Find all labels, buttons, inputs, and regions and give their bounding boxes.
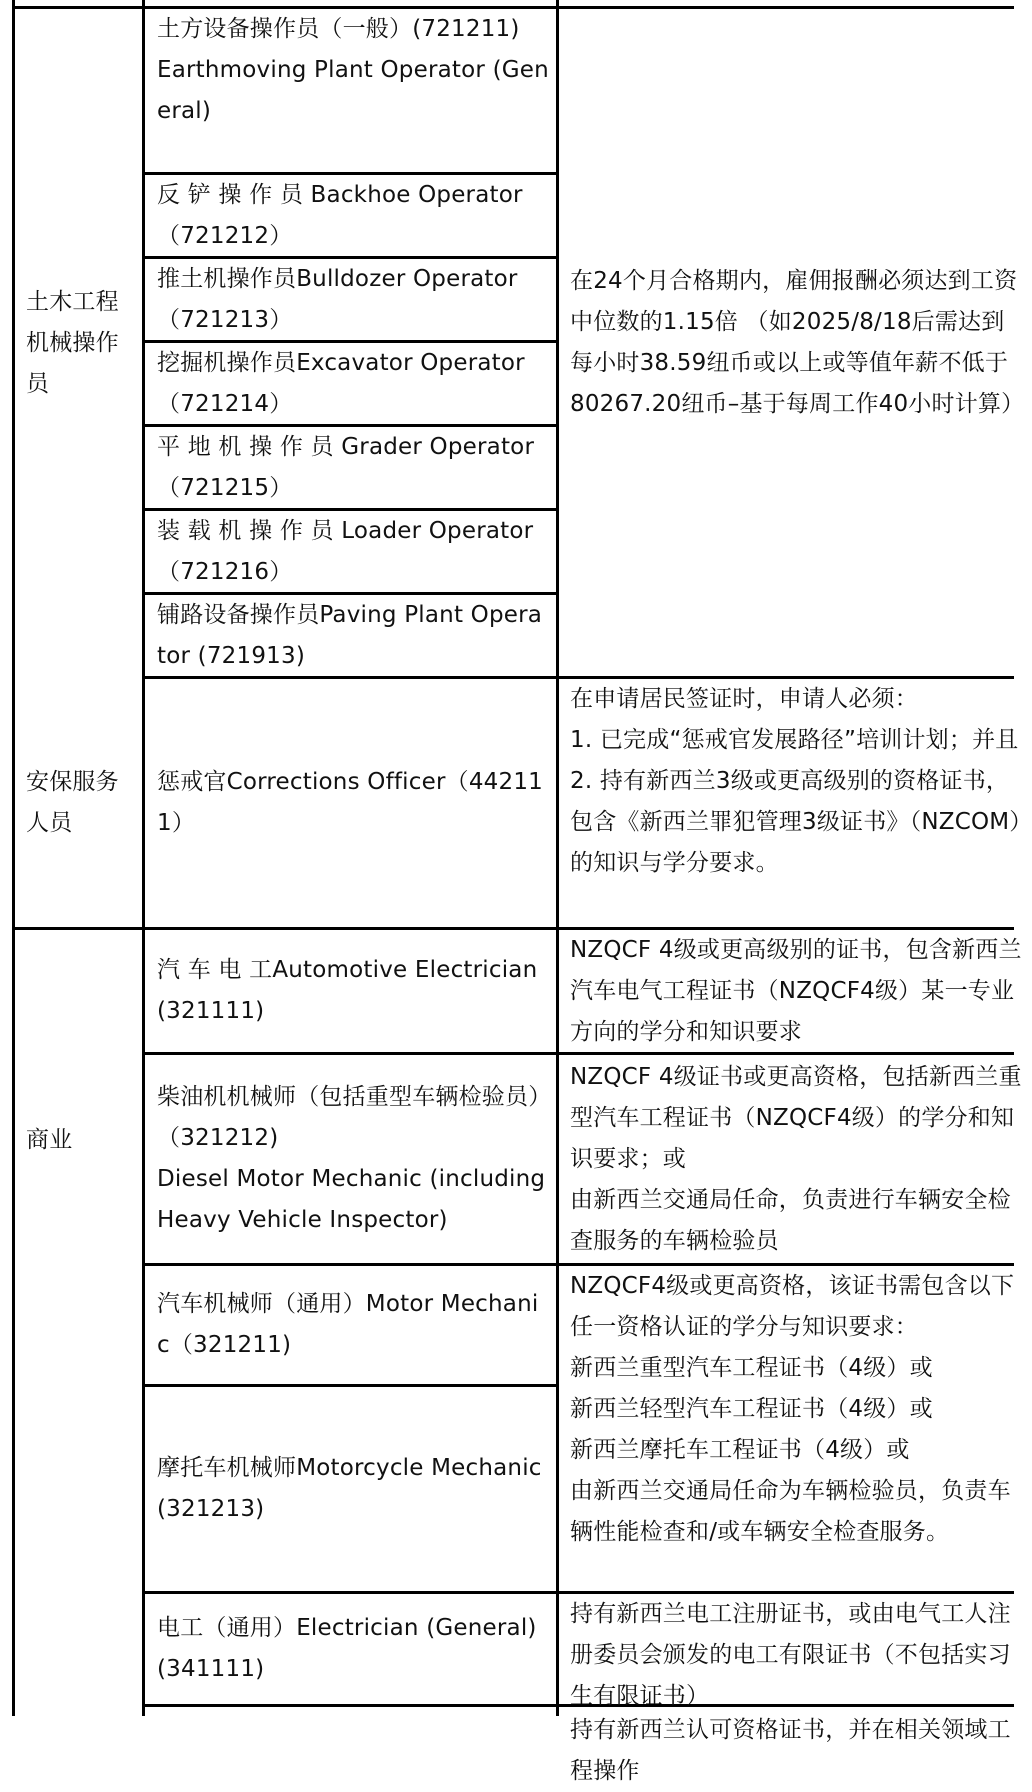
occupation-name-en: Diesel Motor Mechanic (including Heavy Vehicle Inspector)	[157, 1166, 546, 1233]
occupation-name: 汽 车 电 工Automotive Electrician (321111)	[157, 957, 538, 1024]
requirement-cell	[559, 679, 1024, 927]
requirement-cell-partial	[559, 1707, 1024, 1784]
occupation-cell	[145, 343, 556, 424]
category-cell	[15, 679, 142, 927]
category-label: 商业	[26, 1126, 73, 1153]
occupation-name: 摩托车机械师Motorcycle Mechanic (321213)	[157, 1455, 542, 1522]
requirement-text: 在24个月合格期内，雇佣报酬必须达到工资中位数的1.15倍 （如2025/8/18后需达到每小时38.59纽币或以上或等值年薪不低于80267.20纽币–基于每周工作40小时计算）	[570, 267, 1025, 417]
requirement-cell	[559, 9, 1024, 676]
requirement-text: 持有新西兰电工注册证书，或由电气工人注册委员会颁发的电工有限证书（不包括实习生有限证书）	[570, 1601, 1011, 1709]
requirement-option-2: 由新西兰交通局任命，负责进行车辆安全检查服务的车辆检验员	[570, 1186, 1011, 1254]
occupation-cell	[145, 1055, 556, 1263]
requirement-text-partial: 持有新西兰认可资格证书，并在相关领域工程操作	[570, 1717, 1011, 1784]
occupation-name: 推土机操作员Bulldozer Operator （721213）	[157, 265, 518, 333]
shared-requirement-cell	[559, 1266, 1024, 1591]
category-cell	[15, 930, 142, 1350]
occupation-name-zh: 柴油机机械师（包括重型车辆检验员）（321212)	[157, 1084, 540, 1151]
requirement-option: 新西兰摩托车工程证书（4级）或	[570, 1437, 910, 1463]
occupation-cell	[145, 1387, 556, 1591]
requirement-option: 新西兰重型汽车工程证书（4级）或	[570, 1355, 933, 1381]
occupation-cell	[145, 175, 556, 256]
requirement-option: 新西兰轻型汽车工程证书（4级）或	[570, 1396, 933, 1422]
requirement-option: 由新西兰交通局任命为车辆检验员，负责车辆性能检查和/或车辆安全检查服务。	[570, 1478, 1011, 1545]
occupation-name: 挖掘机操作员Excavator Operator （721214）	[157, 349, 525, 417]
occupation-name: 铺路设备操作员Paving Plant Operator (721913)	[157, 601, 543, 669]
requirement-cell	[559, 1055, 1024, 1263]
occupation-cell	[145, 595, 556, 676]
occupation-cell	[145, 9, 556, 172]
requirement-option-1: NZQCF 4级证书或更高资格，包括新西兰重型汽车工程证书（NZQCF4级）的学分和知识要求；或	[570, 1063, 1022, 1172]
occupation-name: 汽车机械师（通用）Motor Mechanic（321211)	[157, 1291, 539, 1358]
occupation-cell	[145, 511, 556, 592]
requirement-cell	[559, 1594, 1024, 1709]
requirement-item-1: 1. 已完成“惩戒官发展路径”培训计划；并且	[570, 727, 1019, 753]
occupation-name: 平 地 机 操 作 员 Grader Operator （721215）	[157, 433, 535, 501]
occupation-name: 反 铲 操 作 员 Backhoe Operator （721212）	[157, 181, 523, 249]
requirement-intro: NZQCF4级或更高资格，该证书需包含以下任一资格认证的学分与知识要求：	[570, 1273, 1015, 1340]
category-cell	[15, 9, 142, 677]
requirement-item-2: 2. 持有新西兰3级或更高级别的资格证书，包含《新西兰罪犯管理3级证书》（NZCOM）的知识与学分要求。	[570, 768, 1022, 876]
requirement-intro: 在申请居民签证时，申请人必须：	[570, 686, 918, 712]
occupation-cell	[145, 1266, 556, 1384]
occupation-name: 惩戒官Corrections Officer（442111）	[157, 769, 543, 836]
occupation-name: 电工（通用）Electrician (General) (341111)	[157, 1615, 537, 1682]
occupation-name-en: Earthmoving Plant Operator (General)	[157, 57, 549, 124]
occupation-cell	[145, 679, 556, 927]
category-label: 安保服务人员	[26, 769, 119, 836]
occupation-cell	[145, 427, 556, 508]
occupation-name: 装 载 机 操 作 员 Loader Operator （721216）	[157, 517, 534, 585]
category-label: 土木工程机械操作员	[26, 288, 119, 397]
occupation-cell	[145, 930, 556, 1052]
requirement-text: NZQCF 4级或更高级别的证书，包含新西兰汽车电气工程证书（NZQCF4级）某一专业方向的学分和知识要求	[570, 936, 1022, 1045]
occupation-name-zh: 土方设备操作员（一般）(721211)	[157, 16, 520, 42]
occupation-cell	[145, 259, 556, 340]
occupation-cell	[145, 1594, 556, 1704]
requirement-cell	[559, 930, 1024, 1052]
